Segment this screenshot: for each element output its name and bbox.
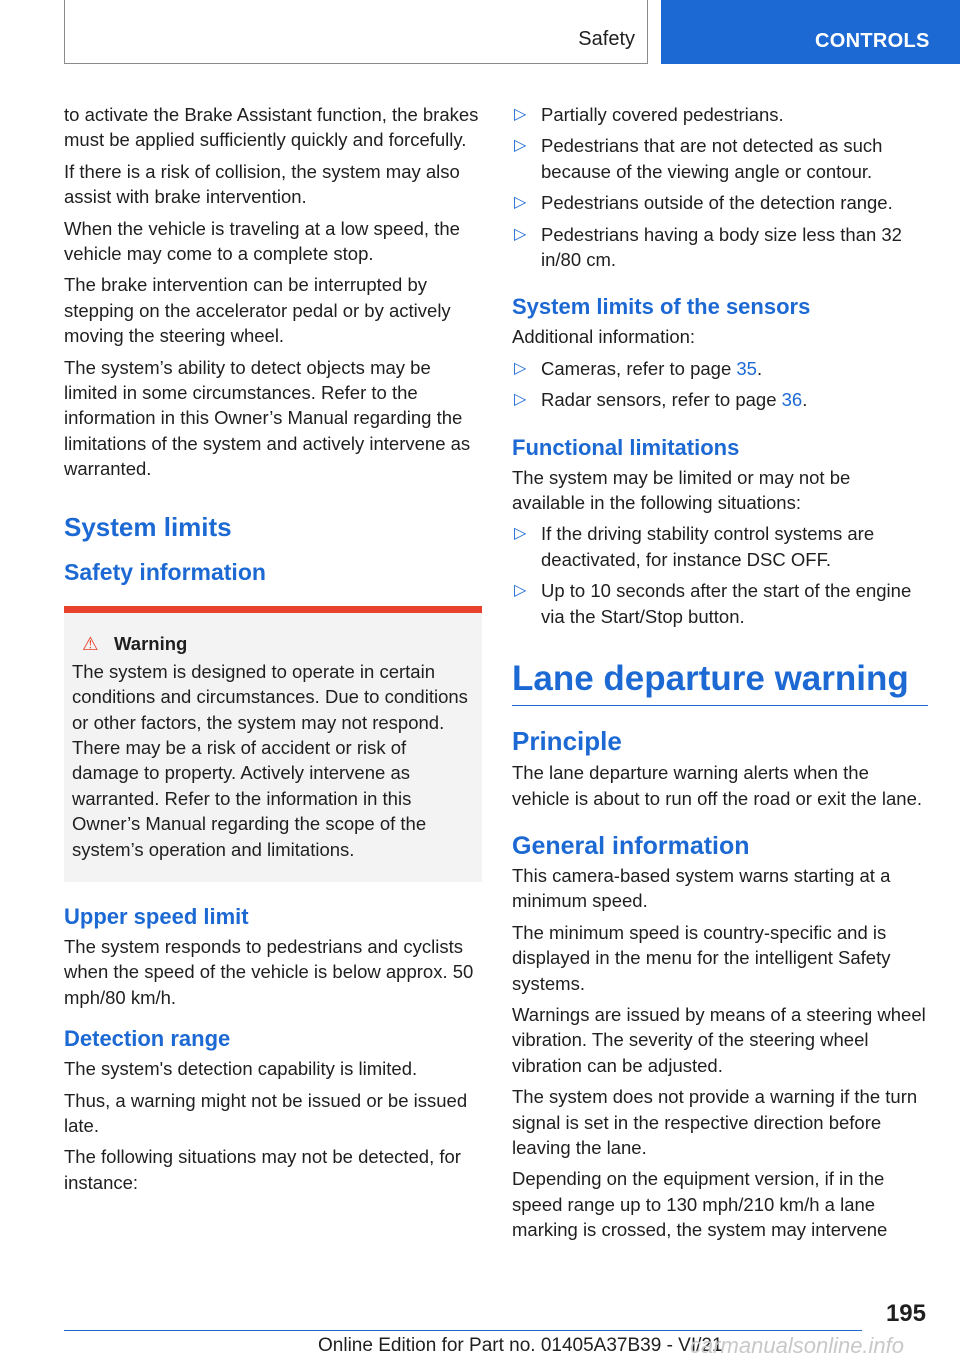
- paragraph: This camera-based system warns starting at a minimum speed.: [512, 864, 891, 912]
- chapter-title-lane-departure-warning: Lane departure warning: [512, 655, 928, 706]
- list-item: ▷ Pedestrians outside of the detection range.: [512, 190, 928, 215]
- left-column: [64, 102, 482, 1201]
- list-item: ▷ Cameras, refer to page 35.: [512, 356, 928, 381]
- warning-title: [72, 631, 474, 657]
- paragraph: The system may be limited or may not be available in the following situations:: [512, 466, 851, 514]
- header-chapter-tab[interactable]: CONTROLS: [661, 0, 960, 64]
- heading-system-limits: System limits: [64, 511, 232, 542]
- heading-general-information: General information: [512, 831, 750, 860]
- paragraph: When the vehicle is traveling at a low speed, the vehicle may come to a complete stop.: [64, 217, 460, 265]
- paragraph: The lane departure warning alerts when the vehicle is about to run off the road or exit the lane.: [512, 762, 922, 809]
- list-item: ▷ Partially covered pedestrians.: [512, 102, 928, 127]
- triangle-bullet-icon: ▷: [514, 359, 527, 377]
- triangle-bullet-icon: ▷: [514, 194, 527, 212]
- warning-text: The system is designed to operate in certain conditions and circumstances. Due to conditions or other factors, the system may not respond. There may be a risk of accident or risk of damage to property. Actively intervene as warranted. Refer to the information in this Owner’s Manual regarding the scope of the system’s operation and limitations.: [72, 660, 468, 860]
- heading-upper-speed-limit: Upper speed limit: [64, 903, 249, 929]
- triangle-bullet-icon: ▷: [514, 525, 527, 543]
- paragraph: The system does not provide a warning if the turn signal is set in the respective direction before leaving the lane.: [512, 1086, 918, 1158]
- paragraph: The minimum speed is country-specific and is displayed in the menu for the intelligent Safety systems.: [512, 921, 891, 994]
- warning-label: Warning: [114, 632, 188, 654]
- warning-triangle-icon: ⚠: [82, 632, 99, 654]
- paragraph: Thus, a warning might not be issued or be issued late.: [64, 1089, 468, 1136]
- list-item: ▷ Pedestrians having a body size less than 32 in/80 cm.: [514, 223, 902, 271]
- heading-functional-limitations: Functional limitations: [512, 434, 740, 460]
- heading-safety-information: Safety information: [64, 558, 266, 585]
- triangle-bullet-icon: ▷: [514, 391, 527, 409]
- page-link-35[interactable]: 35: [736, 357, 757, 379]
- page-number: 195: [885, 1300, 926, 1327]
- warning-box: [64, 606, 482, 882]
- list-item: ▷ Radar sensors, refer to page 36.: [512, 387, 928, 412]
- page-link-36[interactable]: 36: [781, 389, 803, 411]
- header-section-title: Safety: [578, 28, 635, 50]
- heading-sensor-limits: System limits of the sensors: [512, 294, 811, 320]
- triangle-bullet-icon: ▷: [514, 225, 527, 243]
- triangle-bullet-icon: ▷: [514, 582, 527, 600]
- footer-edition: Online Edition for Part no. 01405A37B39 - VI/21: [318, 1335, 723, 1356]
- list-item: ▷ Pedestrians that are not detected as such because of the viewing angle or contour.: [514, 135, 883, 182]
- paragraph: The brake intervention can be interrupted by stepping on the accelerator pedal or by actively moving the steering wheel.: [64, 274, 451, 347]
- paragraph: to activate the Brake Assistant function, the brakes must be applied sufficiently quickly and forcefully.: [64, 104, 479, 151]
- heading-principle: Principle: [512, 726, 622, 757]
- header-section-box: [64, 0, 648, 64]
- list-item: ▷ Up to 10 seconds after the start of the engine via the Start/Stop button.: [514, 580, 912, 627]
- paragraph: The system's detection capability is limited.: [64, 1058, 418, 1080]
- paragraph: The following situations may not be detected, for instance:: [64, 1146, 461, 1193]
- paragraph: If there is a risk of collision, the system may also assist with brake intervention.: [64, 160, 460, 208]
- triangle-bullet-icon: ▷: [514, 106, 527, 123]
- paragraph: Depending on the equipment version, if in the speed range up to 130 mph/210 km/h a lane marking is crossed, the system may intervene: [512, 1168, 888, 1241]
- paragraph: The system’s ability to detect objects may be limited in some circumstances. Refer to the information in this Owner’s Manual regarding the limitations of the system and actively intervene as warranted.: [64, 356, 471, 480]
- triangle-bullet-icon: ▷: [514, 137, 527, 155]
- paragraph: Additional information:: [512, 326, 696, 348]
- watermark: carmanualsonline.info: [690, 1333, 905, 1358]
- footer-divider: [64, 1330, 862, 1331]
- right-column: [512, 102, 928, 1249]
- paragraph: Warnings are issued by means of a steering wheel vibration. The severity of the steering wheel vibration can be adjusted.: [512, 1003, 926, 1076]
- heading-detection-range: Detection range: [64, 1026, 231, 1052]
- paragraph: The system responds to pedestrians and cyclists when the speed of the vehicle is below approx. 50 mph/80 km/h.: [64, 935, 474, 1008]
- list-item: ▷ If the driving stability control systems are deactivated, for instance DSC OFF.: [514, 523, 875, 570]
